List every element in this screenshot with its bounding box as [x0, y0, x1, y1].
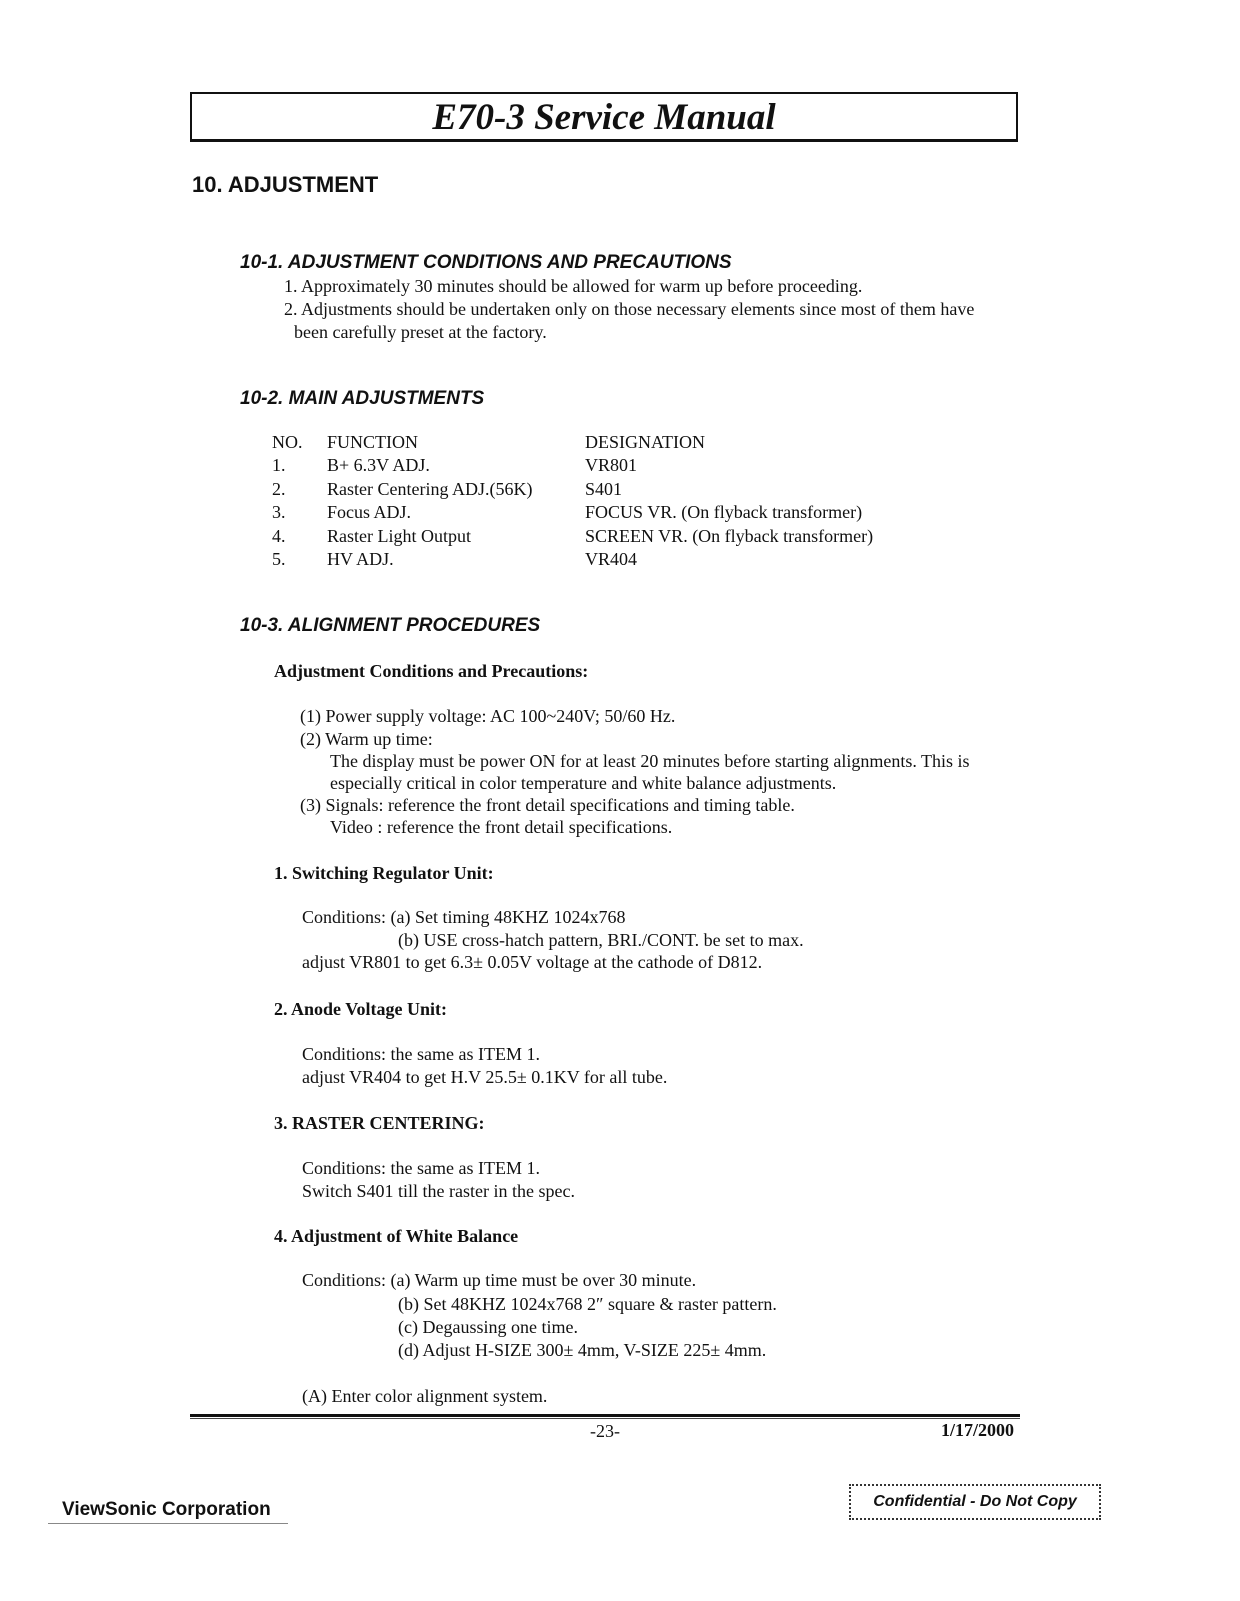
row-designation: VR404: [585, 548, 638, 569]
item-line: Conditions: the same as ITEM 1.: [302, 1044, 540, 1064]
item-line: (b) Set 48KHZ 1024x768 2″ square & raster pattern.: [398, 1294, 777, 1314]
company-underline: [48, 1523, 288, 1524]
item-title: 2. Anode Voltage Unit:: [274, 999, 448, 1019]
row-no: 1.: [272, 455, 286, 476]
row-function: B+ 6.3V ADJ.: [327, 455, 430, 476]
row-designation: VR801: [585, 455, 638, 476]
subsection-title-10-3: 10-3. ALIGNMENT PROCEDURES: [240, 615, 541, 636]
row-no: 2.: [272, 478, 286, 499]
row-no: 3.: [272, 502, 286, 523]
row-function: HV ADJ.: [327, 548, 394, 569]
row-designation: FOCUS VR. (On flyback transformer): [585, 502, 863, 523]
item-title: 1. Switching Regulator Unit:: [274, 863, 494, 883]
subsection-title-10-1: 10-1. ADJUSTMENT CONDITIONS AND PRECAUTIONS: [240, 252, 732, 273]
table-row: [272, 479, 873, 502]
precaution-line: been carefully preset at the factory.: [294, 322, 547, 342]
condition-line: especially critical in color temperature and white balance adjustments.: [330, 773, 837, 793]
item-title: 4. Adjustment of White Balance: [274, 1226, 519, 1246]
row-function: Focus ADJ.: [327, 502, 412, 523]
row-no: 4.: [272, 525, 286, 546]
column-header-designation: DESIGNATION: [585, 432, 705, 452]
precaution-line: 2. Adjustments should be undertaken only on those necessary elements since most of them have: [284, 299, 975, 319]
row-function: Raster Light Output: [327, 525, 471, 546]
item-line: Switch S401 till the raster in the spec.: [302, 1181, 575, 1201]
item-line: (d) Adjust H-SIZE 300± 4mm, V-SIZE 225± 4mm.: [398, 1340, 767, 1360]
item-title: 3. RASTER CENTERING:: [274, 1113, 485, 1133]
table-row: [272, 549, 873, 572]
precaution-line: 1. Approximately 30 minutes should be allowed for warm up before proceeding.: [284, 276, 863, 296]
page-number: -23-: [590, 1421, 620, 1441]
column-header-function: FUNCTION: [327, 432, 419, 452]
title-box: [190, 92, 1018, 142]
page-title: E70-3 Service Manual: [432, 97, 776, 138]
item-line: adjust VR801 to get 6.3± 0.05V voltage at the cathode of D812.: [302, 952, 763, 972]
item-line: Conditions: (a) Set timing 48KHZ 1024x768: [302, 907, 626, 927]
item-line: (b) USE cross-hatch pattern, BRI./CONT. be set to max.: [398, 930, 804, 950]
row-designation: SCREEN VR. (On flyback transformer): [585, 525, 874, 546]
table-row: [272, 526, 873, 549]
footer-rule: [190, 1414, 1020, 1417]
company-name: ViewSonic Corporation: [62, 1499, 271, 1520]
column-header-no: NO.: [272, 432, 303, 452]
item-line: (A) Enter color alignment system.: [302, 1386, 548, 1406]
item-line: (c) Degaussing one time.: [398, 1317, 578, 1337]
adjustments-table: [272, 432, 873, 572]
subsection-title-10-2: 10-2. MAIN ADJUSTMENTS: [240, 388, 485, 409]
table-header-row: [272, 432, 873, 455]
item-line: adjust VR404 to get H.V 25.5± 0.1KV for all tube.: [302, 1067, 668, 1087]
confidential-stamp: Confidential - Do Not Copy: [849, 1484, 1101, 1520]
footer-rule-thin: [190, 1418, 1020, 1419]
condition-line: (1) Power supply voltage: AC 100~240V; 50/60 Hz.: [300, 706, 676, 726]
condition-line: (2) Warm up time:: [300, 729, 433, 749]
condition-line: (3) Signals: reference the front detail specifications and timing table.: [300, 795, 795, 815]
footer-date: 1/17/2000: [941, 1420, 1015, 1440]
section-title: 10. ADJUSTMENT: [192, 172, 379, 197]
row-designation: S401: [585, 478, 623, 499]
condition-line: Video : reference the front detail specifications.: [330, 817, 673, 837]
conditions-heading: Adjustment Conditions and Precautions:: [274, 661, 589, 681]
row-no: 5.: [272, 548, 286, 569]
table-row: [272, 502, 873, 525]
condition-line: The display must be power ON for at least 20 minutes before starting alignments. This is: [330, 751, 970, 771]
row-function: Raster Centering ADJ.(56K): [327, 478, 533, 499]
item-line: Conditions: (a) Warm up time must be over 30 minute.: [302, 1270, 697, 1290]
item-line: Conditions: the same as ITEM 1.: [302, 1158, 540, 1178]
table-row: [272, 455, 873, 478]
